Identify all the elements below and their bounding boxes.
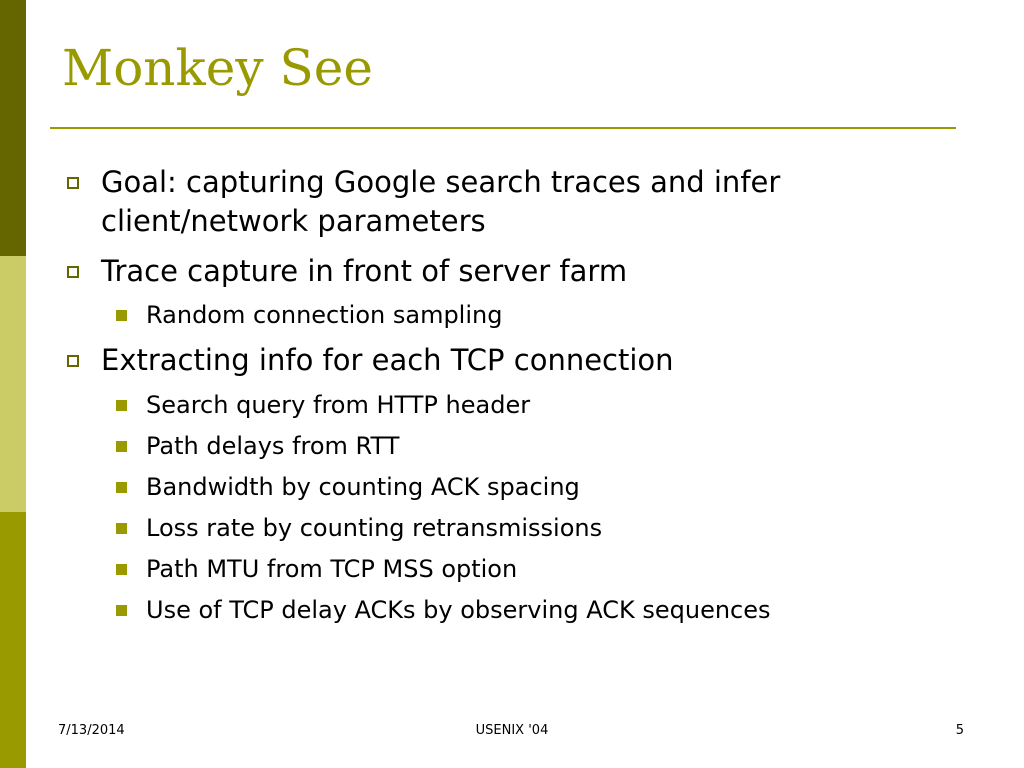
- sub-bullet-text: Path delays from RTT: [146, 432, 400, 460]
- filled-square-bullet-icon: [116, 310, 127, 321]
- bullet-trace-capture: [101, 252, 961, 291]
- bullet-text: Extracting info for each TCP connection: [101, 343, 674, 377]
- footer-conference: USENIX '04: [475, 723, 549, 738]
- sub-bullet-loss-rate: [146, 512, 966, 544]
- bullet-text: Goal: capturing Google search traces and infer client/network parameters: [101, 165, 781, 238]
- slide-title: Monkey See: [62, 39, 373, 97]
- filled-square-bullet-icon: [116, 564, 127, 575]
- sub-bullet-delay-acks: [146, 594, 966, 626]
- footer-date: 7/13/2014: [58, 723, 125, 738]
- hollow-square-bullet-icon: [67, 266, 79, 278]
- hollow-square-bullet-icon: [67, 177, 79, 189]
- filled-square-bullet-icon: [116, 441, 127, 452]
- sub-bullet-path-delays: [146, 430, 966, 462]
- sub-bullet-search-query: [146, 389, 966, 421]
- sub-bullet-text: Use of TCP delay ACKs by observing ACK sequences: [146, 596, 771, 624]
- sub-bullet-text: Random connection sampling: [146, 301, 503, 329]
- bullet-extracting-info: [101, 341, 961, 380]
- sub-bullet-text: Bandwidth by counting ACK spacing: [146, 473, 580, 501]
- sub-bullet-path-mtu: [146, 553, 966, 585]
- sub-bullet-bandwidth: [146, 471, 966, 503]
- sub-bullet-text: Search query from HTTP header: [146, 391, 531, 419]
- bullet-goal: [101, 163, 961, 241]
- sub-bullet-text: Path MTU from TCP MSS option: [146, 555, 518, 583]
- filled-square-bullet-icon: [116, 523, 127, 534]
- filled-square-bullet-icon: [116, 400, 127, 411]
- footer-page-number: 5: [955, 723, 964, 738]
- bullet-text: Trace capture in front of server farm: [101, 254, 628, 288]
- sub-bullet-random-sampling: [146, 299, 966, 331]
- filled-square-bullet-icon: [116, 605, 127, 616]
- hollow-square-bullet-icon: [67, 355, 79, 367]
- sub-bullet-text: Loss rate by counting retransmissions: [146, 514, 603, 542]
- filled-square-bullet-icon: [116, 482, 127, 493]
